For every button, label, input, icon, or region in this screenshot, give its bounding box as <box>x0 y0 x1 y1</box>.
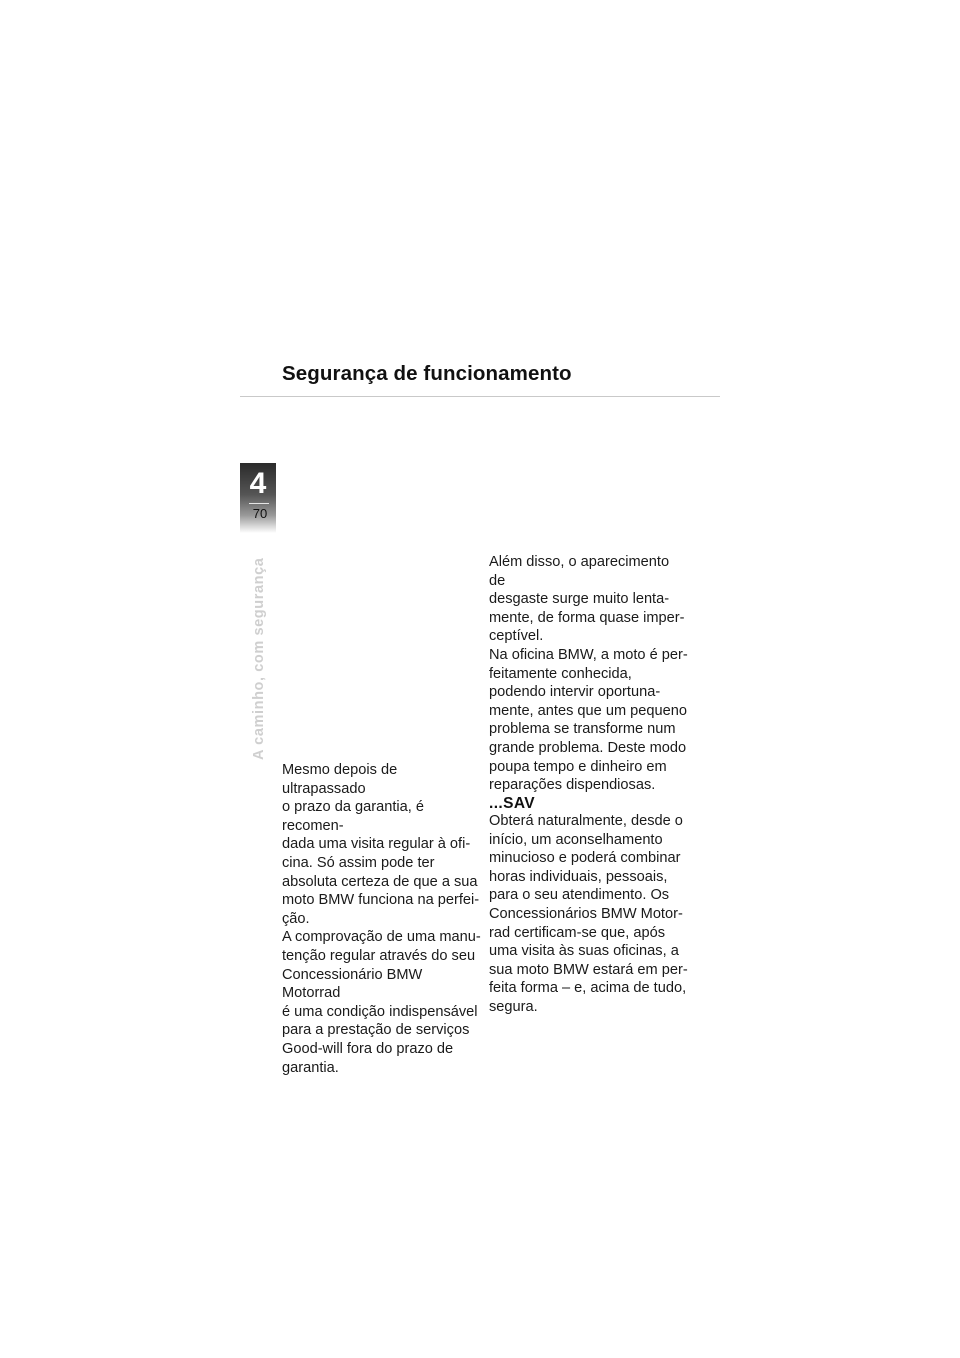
right-text-column-bottom <box>489 812 689 1017</box>
chapter-number: 4 <box>249 467 267 500</box>
chapter-number-divider <box>249 503 269 504</box>
body-paragraph: Obterá naturalmente, desde o início, um aconselhamento minucioso e poderá combinar horas individuais, pessoais, para o seu atendimento. Os Concessionários BMW Motor- rad certificam-se que, após uma visita às suas oficinas, a sua moto BMW estará em per- feita forma – e, acima de tudo, segura. <box>489 813 688 1015</box>
body-paragraph: Na oficina BMW, a moto é per- feitamente conhecida, podendo intervir oportuna- mente, antes que um pequeno problema se transforme num grande problema. Deste modo poupa tempo e dinheiro em reparações dispendiosas. <box>489 646 688 794</box>
section-side-label: A caminho, com segurança <box>251 557 267 760</box>
section-heading-sav: ...SAV <box>489 795 536 812</box>
page-number: 70 <box>252 506 268 521</box>
body-paragraph: Além disso, o aparecimento de desgaste surge muito lenta- mente, de forma quase imper- ceptível. <box>489 554 685 645</box>
body-paragraph: A comprovação de uma manu- tenção regular através do seu Concessionário BMW Motorrad é uma condição indispensável para a prestação de serviços Good-will fora do prazo de garantia. <box>282 929 481 1076</box>
chapter-tab <box>240 463 276 533</box>
left-text-column <box>282 761 482 1077</box>
title-divider <box>240 396 720 397</box>
body-paragraph: Mesmo depois de ultrapassado o prazo da garantia, é recomen- dada uma visita regular à ofi- cina. Só assim pode ter absoluta certeza de que a sua moto BMW funciona na perfei- ção. <box>282 762 480 927</box>
right-text-column-top <box>489 553 689 795</box>
page-title: Segurança de funcionamento <box>282 362 572 385</box>
